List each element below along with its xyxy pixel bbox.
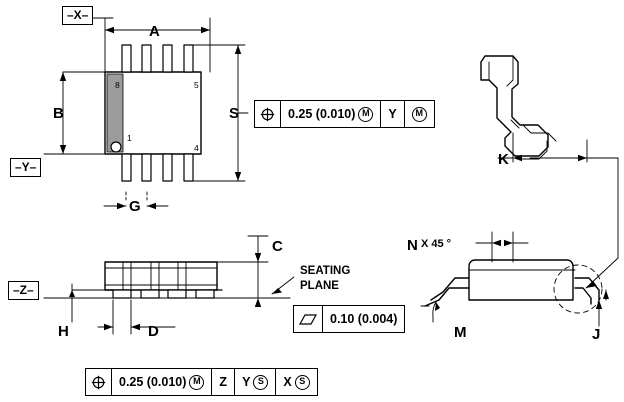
fcf-bottom-datum-x-text: X bbox=[283, 375, 292, 389]
dim-label-n-angle bbox=[421, 239, 451, 250]
fcf-bottom-datum-y-text: Y bbox=[242, 375, 251, 389]
dim-label-g bbox=[129, 199, 141, 214]
fcf-position-bottom bbox=[85, 368, 318, 396]
dim-j-text: J bbox=[592, 326, 601, 343]
modifier-mmc2-icon: M bbox=[412, 107, 427, 122]
dim-label-m bbox=[454, 325, 467, 340]
modifier-rfs-icon: S bbox=[253, 375, 268, 390]
fcf-flatness-seating bbox=[293, 305, 405, 333]
dim-c-text: C bbox=[272, 238, 283, 255]
dim-label-n bbox=[407, 238, 418, 253]
fcf-top-tolerance bbox=[281, 101, 381, 127]
fcf-bottom-tolerance bbox=[112, 369, 212, 395]
fcf-top-datum-y-text: Y bbox=[388, 107, 397, 121]
pin-8-text: 8 bbox=[115, 80, 120, 90]
fcf-bottom-datum-x bbox=[276, 369, 316, 395]
fcf-bottom-datum-z-text: Z bbox=[219, 375, 228, 389]
pin-number-5 bbox=[194, 80, 199, 90]
datum-x-label: –X– bbox=[67, 8, 89, 22]
datum-z bbox=[8, 281, 39, 300]
flatness-tolerance-icon bbox=[299, 314, 317, 325]
pin-4-text: 4 bbox=[194, 143, 199, 153]
dim-label-j bbox=[592, 327, 600, 342]
dim-label-c bbox=[272, 239, 283, 254]
datum-z-label: –Z– bbox=[13, 283, 34, 297]
dim-b-text: B bbox=[53, 105, 64, 122]
dim-k-text: K bbox=[498, 151, 509, 168]
dim-n-text: N bbox=[407, 237, 418, 254]
dim-d-text: D bbox=[148, 323, 159, 340]
position-symbol-top bbox=[255, 101, 281, 127]
dim-m-text: M bbox=[454, 324, 467, 341]
fcf-flatness-tolerance-text: 0.10 (0.004) bbox=[330, 312, 398, 326]
pin-number-4 bbox=[194, 143, 199, 153]
fcf-bottom-datum-y bbox=[235, 369, 276, 395]
seating-plane-line2: PLANE bbox=[300, 279, 339, 292]
fcf-position-top bbox=[254, 100, 435, 128]
fcf-top-datum-y bbox=[381, 101, 404, 127]
pin-1-text: 1 bbox=[127, 133, 132, 143]
dim-label-k bbox=[498, 152, 509, 167]
dim-label-s bbox=[229, 106, 239, 121]
datum-x bbox=[62, 6, 93, 25]
dim-n-angle-text: X 45 ° bbox=[421, 238, 452, 250]
fcf-bottom-datum-z bbox=[212, 369, 235, 395]
position-tolerance-icon-2 bbox=[91, 375, 106, 390]
modifier-rfs2-icon: S bbox=[295, 375, 310, 390]
position-tolerance-icon bbox=[260, 107, 275, 122]
dim-label-b bbox=[53, 106, 64, 121]
fcf-top-datum-mod bbox=[405, 101, 434, 127]
fcf-top-tolerance-text: 0.25 (0.010) bbox=[288, 107, 356, 121]
fcf-bottom-tolerance-text: 0.25 (0.010) bbox=[119, 375, 187, 389]
flatness-symbol bbox=[294, 306, 323, 332]
pin-number-1 bbox=[127, 133, 132, 143]
modifier-mmc3-icon: M bbox=[189, 375, 204, 390]
datum-y-label: –Y– bbox=[15, 160, 37, 174]
pin-5-text: 5 bbox=[194, 80, 199, 90]
position-symbol-bottom bbox=[86, 369, 112, 395]
dim-label-a bbox=[149, 24, 160, 39]
dim-h-text: H bbox=[58, 323, 69, 340]
dim-label-h bbox=[58, 324, 69, 339]
dim-s-text: S bbox=[229, 105, 240, 122]
fcf-flatness-tolerance bbox=[323, 306, 404, 332]
modifier-mmc-icon: M bbox=[358, 107, 373, 122]
dim-g-text: G bbox=[129, 198, 141, 215]
pin-number-8 bbox=[115, 80, 120, 90]
seating-plane-note bbox=[300, 266, 350, 292]
seating-plane-line1: SEATING bbox=[300, 265, 351, 277]
dim-a-text: A bbox=[149, 23, 160, 40]
datum-y bbox=[10, 158, 41, 177]
dim-label-d bbox=[148, 324, 159, 339]
